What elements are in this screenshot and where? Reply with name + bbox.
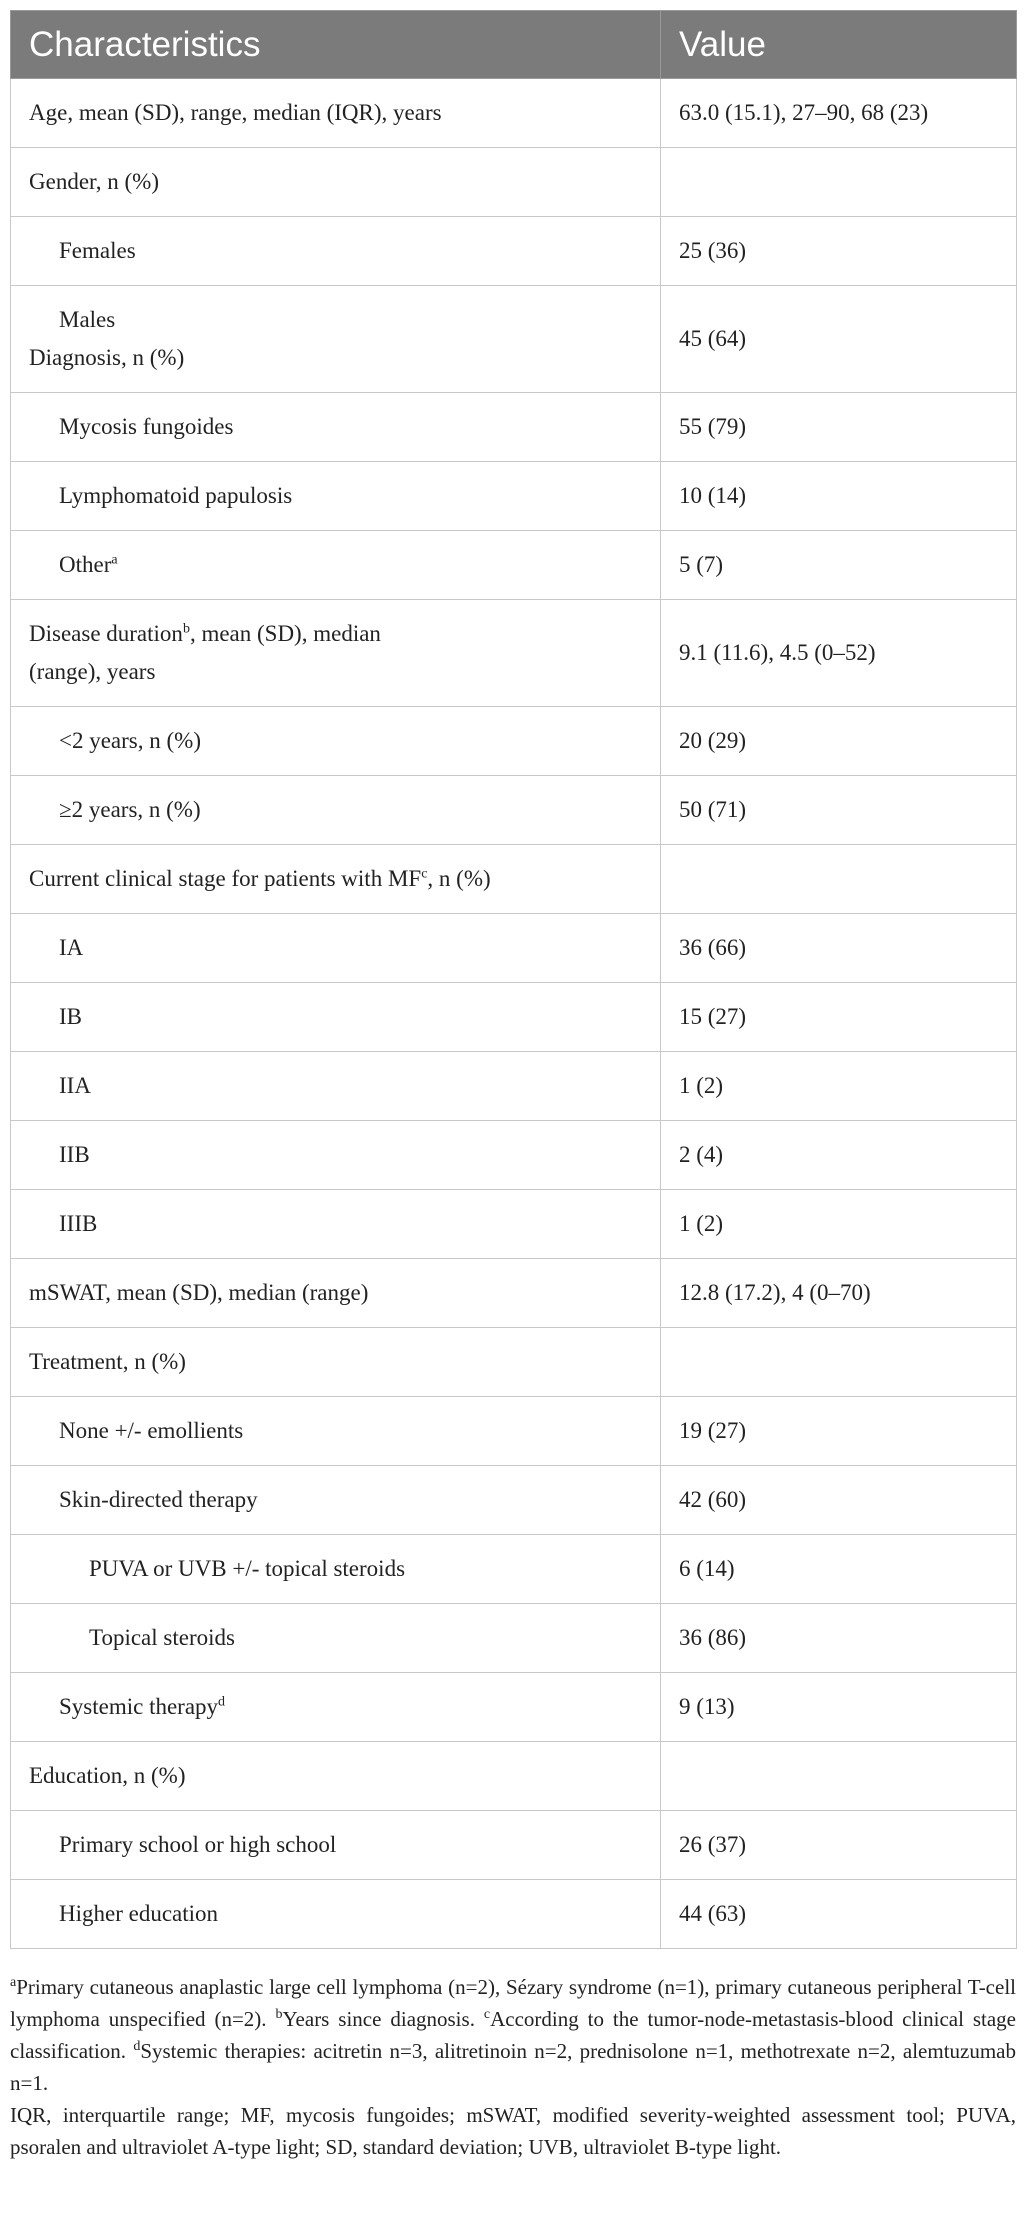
footnote-b: Years since diagnosis. <box>282 2007 484 2031</box>
table-row <box>11 148 1017 217</box>
table-row <box>11 1466 1017 1535</box>
table-row <box>11 1604 1017 1673</box>
row-label-cell <box>11 1673 661 1742</box>
row-label: Lymphomatoid papulosis <box>11 462 661 531</box>
row-value <box>661 1742 1017 1811</box>
row-label: Disease duration <box>29 621 183 646</box>
row-value: 12.8 (17.2), 4 (0–70) <box>661 1259 1017 1328</box>
table-row <box>11 914 1017 983</box>
row-label-line2: (range), years <box>29 659 156 684</box>
row-label: mSWAT, mean (SD), median (range) <box>11 1259 661 1328</box>
footnote-c: According to the tumor-node-metastasis-blood clinical stage classification. <box>10 2007 1016 2063</box>
row-value: 1 (2) <box>661 1052 1017 1121</box>
row-label: Topical steroids <box>11 1604 661 1673</box>
footnote-marker-b: b <box>275 2007 283 2022</box>
row-label: Treatment, n (%) <box>11 1328 661 1397</box>
row-label: ≥2 years, n (%) <box>11 776 661 845</box>
row-value <box>661 845 1017 914</box>
row-label: PUVA or UVB +/- topical steroids <box>11 1535 661 1604</box>
row-value: 26 (37) <box>661 1811 1017 1880</box>
row-value: 42 (60) <box>661 1466 1017 1535</box>
row-label: Education, n (%) <box>11 1742 661 1811</box>
header-characteristics: Characteristics <box>11 11 661 79</box>
footnote-a: Primary cutaneous anaplastic large cell lymphoma (n=2), Sézary syndrome (n=1), primary cutaneous peripheral T-cell lymphoma unspecified (n=2). <box>10 1975 1016 2031</box>
row-value: 45 (64) <box>661 286 1017 393</box>
table-row <box>11 1811 1017 1880</box>
characteristics-table-container <box>10 10 1016 2163</box>
footnote-marker: a <box>111 552 118 568</box>
row-label: Primary school or high school <box>11 1811 661 1880</box>
row-value: 36 (66) <box>661 914 1017 983</box>
table-row <box>11 286 1017 393</box>
table-row <box>11 462 1017 531</box>
row-value: 2 (4) <box>661 1121 1017 1190</box>
row-value: 9.1 (11.6), 4.5 (0–52) <box>661 600 1017 707</box>
table-footnotes <box>10 1971 1016 2163</box>
header-value: Value <box>661 11 1017 79</box>
row-label: Age, mean (SD), range, median (IQR), years <box>11 79 661 148</box>
row-value: 1 (2) <box>661 1190 1017 1259</box>
table-row <box>11 1259 1017 1328</box>
row-label: Other <box>59 552 112 577</box>
row-label: IIB <box>11 1121 661 1190</box>
footnote-marker: d <box>218 1694 226 1710</box>
row-value: 63.0 (15.1), 27–90, 68 (23) <box>661 79 1017 148</box>
table-row <box>11 1190 1017 1259</box>
table-row <box>11 776 1017 845</box>
table-row <box>11 600 1017 707</box>
row-label: Males <box>59 307 116 332</box>
table-row <box>11 531 1017 600</box>
abbreviations-note: IQR, interquartile range; MF, mycosis fungoides; mSWAT, modified severity-weighted assessment tool; PUVA, psoralen and ultraviolet A-type light; SD, standard deviation; UVB, ultraviolet B-type light. <box>10 2103 1016 2159</box>
table-row <box>11 707 1017 776</box>
footnote-marker-a: a <box>10 1975 17 1990</box>
row-label: IIA <box>11 1052 661 1121</box>
characteristics-table <box>10 10 1017 1949</box>
row-label: Systemic therapy <box>59 1694 219 1719</box>
table-row <box>11 1535 1017 1604</box>
row-value: 10 (14) <box>661 462 1017 531</box>
row-label-multiline <box>11 600 661 707</box>
row-value: 44 (63) <box>661 1880 1017 1949</box>
table-row <box>11 1121 1017 1190</box>
row-label: Gender, n (%) <box>11 148 661 217</box>
table-row <box>11 1052 1017 1121</box>
table-row <box>11 983 1017 1052</box>
row-label-rest: , n (%) <box>427 866 491 891</box>
table-row <box>11 393 1017 462</box>
row-value <box>661 1328 1017 1397</box>
footnote-marker: c <box>421 866 428 882</box>
row-label: IA <box>11 914 661 983</box>
row-value: 15 (27) <box>661 983 1017 1052</box>
row-label-line2: Diagnosis, n (%) <box>29 345 185 370</box>
row-value <box>661 148 1017 217</box>
footnote-paragraph <box>10 1971 1016 2099</box>
row-value: 19 (27) <box>661 1397 1017 1466</box>
table-row <box>11 1397 1017 1466</box>
table-row <box>11 1742 1017 1811</box>
row-value: 25 (36) <box>661 217 1017 286</box>
row-label: Females <box>11 217 661 286</box>
table-row <box>11 1880 1017 1949</box>
table-row <box>11 79 1017 148</box>
table-row <box>11 217 1017 286</box>
row-label-cell <box>11 531 661 600</box>
row-value: 6 (14) <box>661 1535 1017 1604</box>
table-row <box>11 1673 1017 1742</box>
row-label-multiline <box>11 286 661 393</box>
row-label: Higher education <box>11 1880 661 1949</box>
row-label-cell <box>11 845 661 914</box>
table-row <box>11 845 1017 914</box>
row-label: <2 years, n (%) <box>11 707 661 776</box>
row-value: 9 (13) <box>661 1673 1017 1742</box>
table-row <box>11 1328 1017 1397</box>
table-header-row <box>11 11 1017 79</box>
row-value: 55 (79) <box>661 393 1017 462</box>
row-label: IIIB <box>11 1190 661 1259</box>
row-value: 20 (29) <box>661 707 1017 776</box>
row-label: None +/- emollients <box>11 1397 661 1466</box>
row-label-rest: , mean (SD), median <box>189 621 381 646</box>
row-value: 5 (7) <box>661 531 1017 600</box>
row-label: IB <box>11 983 661 1052</box>
row-label: Mycosis fungoides <box>11 393 661 462</box>
footnote-marker: b <box>182 621 190 637</box>
row-label: Current clinical stage for patients with MF <box>29 866 422 891</box>
row-label: Skin-directed therapy <box>11 1466 661 1535</box>
row-value: 36 (86) <box>661 1604 1017 1673</box>
row-value: 50 (71) <box>661 776 1017 845</box>
footnote-d: Systemic therapies: acitretin n=3, alitretinoin n=2, prednisolone n=1, methotrexate n=2, alemtuzumab n=1. <box>10 2039 1017 2095</box>
footnote-marker-c: c <box>483 2007 491 2022</box>
footnote-marker-d: d <box>133 2039 141 2054</box>
